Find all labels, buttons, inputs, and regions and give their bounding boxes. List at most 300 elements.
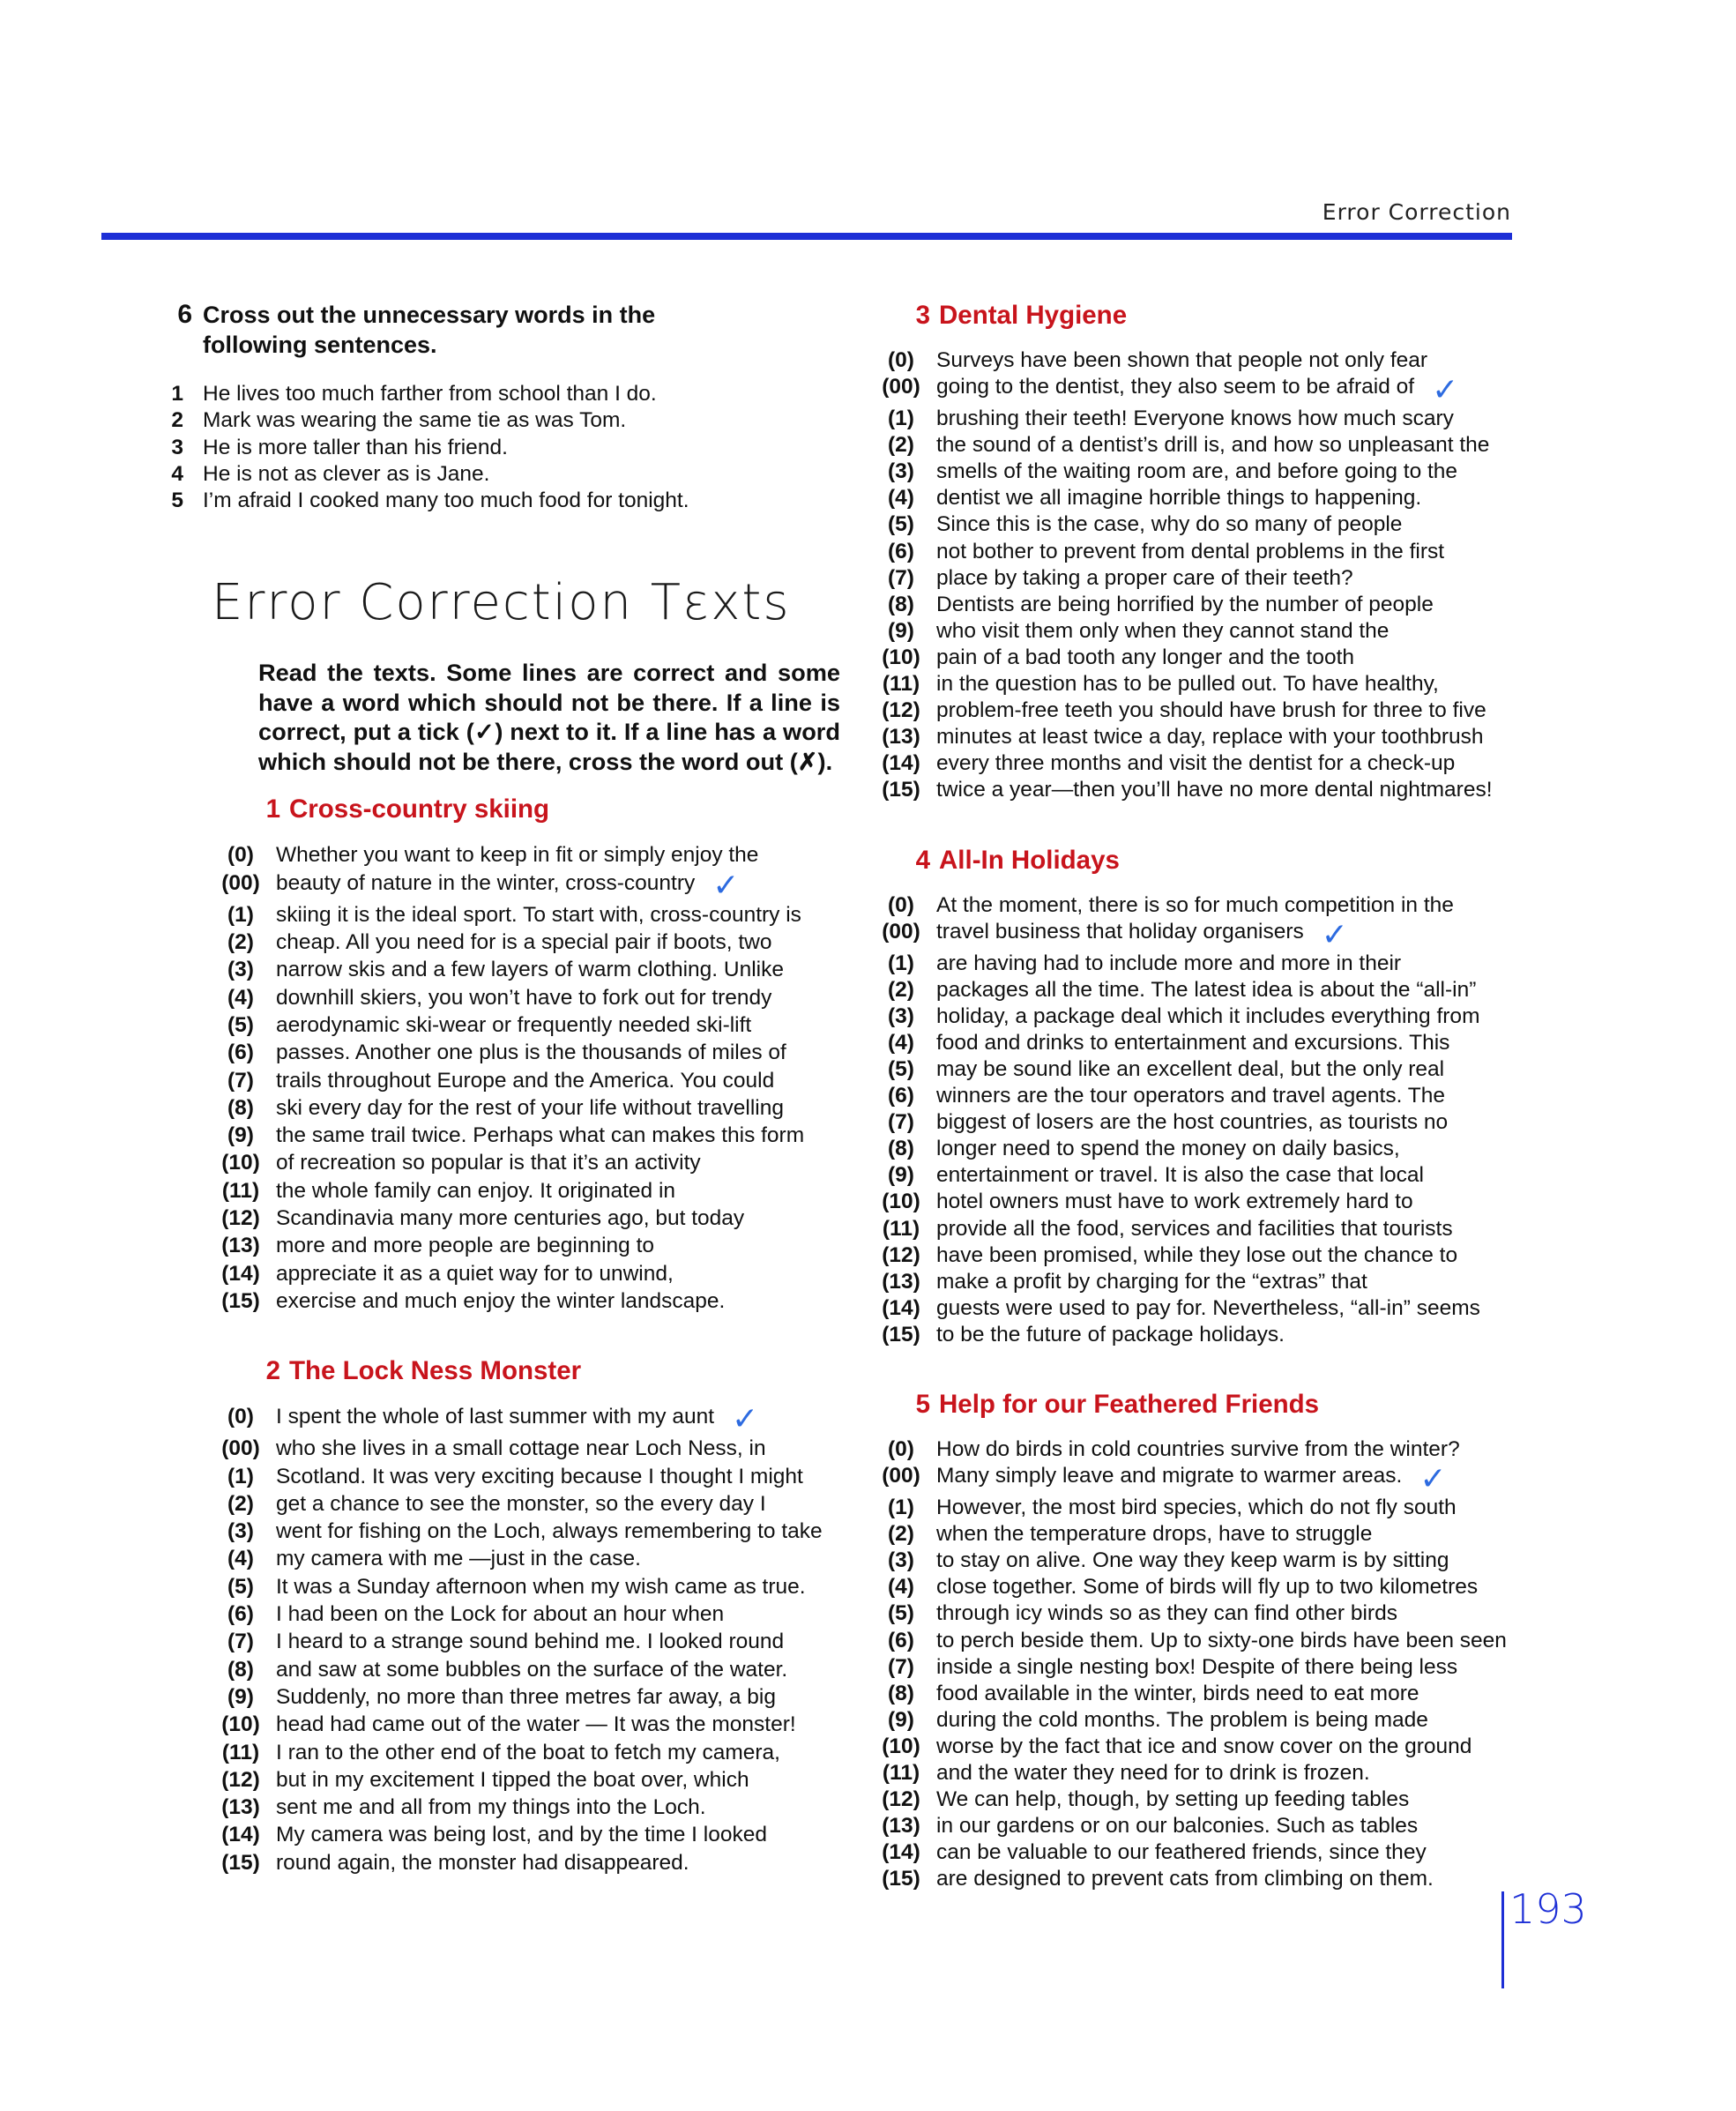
line-number: (5) [227, 1012, 254, 1037]
line-number: (14) [882, 1840, 920, 1865]
text-line [221, 1821, 851, 1848]
line-number: (8) [227, 1657, 254, 1682]
text-line [882, 750, 1508, 777]
text-line [882, 1866, 1508, 1892]
line-text: problem-free teeth you should have brush for three to five [936, 698, 1486, 723]
exercise-title: Cross out the unnecessary words in the following sentences. [203, 302, 656, 358]
line-number: (15) [221, 1288, 260, 1313]
exercise-6-heading [177, 300, 851, 360]
text-line [882, 645, 1508, 671]
line-text: when the temperature drops, have to struggle [936, 1522, 1373, 1547]
tick-mark-icon: ✓ [1419, 1460, 1447, 1497]
text-line [227, 1683, 851, 1711]
text-lines [860, 1436, 1508, 1893]
text-line [221, 1177, 851, 1205]
line-number: (3) [888, 1003, 914, 1028]
line-number: (11) [221, 1178, 260, 1203]
line-number: (6) [227, 1602, 254, 1627]
text-line [882, 915, 1508, 952]
sentence-row [171, 381, 851, 407]
text-line [882, 1787, 1508, 1813]
line-text: Scandinavia many more centuries ago, but today [276, 1206, 745, 1231]
line-text: My camera was being lost, and by the time I looked [276, 1823, 767, 1847]
text-number: 3 [915, 301, 930, 330]
line-text: hotel owners must have to work extremely hard to [936, 1190, 1413, 1214]
text-line [888, 1436, 1508, 1463]
line-text: who she lives in a small cottage near Loch Ness, in [276, 1436, 766, 1461]
line-number: (7) [888, 1654, 914, 1679]
text-block-4 [860, 845, 1508, 1349]
line-text: sent me and all from my things into the Loch. [276, 1795, 706, 1820]
line-text: in the question has to be pulled out. To have healthy, [936, 672, 1439, 697]
text-number: 5 [915, 1390, 930, 1419]
tick-mark-icon: ✓ [1321, 915, 1348, 952]
text-line [221, 1232, 851, 1259]
section-title: Error Correction Tεxts [212, 574, 791, 632]
text-line [882, 1189, 1508, 1215]
sentence-number: 2 [171, 408, 183, 433]
text-title-label: Help for our Feathered Friends [939, 1390, 1320, 1419]
text-number: 4 [915, 845, 930, 875]
sentence-number: 4 [171, 461, 183, 486]
sentence-text: He is more taller than his friend. [203, 435, 508, 459]
text-line [888, 347, 1508, 374]
line-text: in our gardens or on our balconies. Such as tables [936, 1814, 1419, 1839]
page-number: 193 [1509, 1885, 1587, 1933]
line-text: Surveys have been shown that people not only fear [936, 348, 1428, 372]
line-text: How do birds in cold countries survive from the winter? [936, 1437, 1460, 1461]
tick-mark-icon: ✓ [712, 866, 740, 903]
text-line [882, 1460, 1508, 1497]
line-text: appreciate it as a quiet way for to unwind, [276, 1261, 674, 1286]
text-line [882, 1734, 1508, 1760]
line-text: smells of the waiting room are, and before going to the [936, 459, 1458, 484]
line-text: biggest of losers are the host countries, as tourists no [936, 1110, 1449, 1135]
exercise-6-sentences [171, 381, 851, 514]
line-text: who visit them only when they cannot stand the [936, 618, 1390, 643]
line-text: I spent the whole of last summer with my aunt [276, 1405, 715, 1429]
sentence-row [171, 461, 851, 488]
line-text: to perch beside them. Up to sixty-one birds have been seen [936, 1628, 1507, 1652]
text-line [227, 1039, 851, 1066]
line-number: (9) [227, 1123, 254, 1148]
text-line [888, 892, 1508, 919]
text-line [227, 1490, 851, 1518]
line-number: (2) [888, 433, 914, 458]
text-line [888, 1003, 1508, 1030]
text-line [221, 1287, 851, 1315]
line-text: the same trail twice. Perhaps what can makes this form [276, 1123, 805, 1148]
line-text: may be sound like an excellent deal, but the only real [936, 1056, 1445, 1081]
line-number: (9) [888, 1163, 914, 1188]
line-text: We can help, though, by setting up feeding tables [936, 1787, 1410, 1812]
text-line [882, 697, 1508, 724]
sentence-number: 3 [171, 435, 183, 459]
line-text: Dentists are being horrified by the number of people [936, 592, 1434, 616]
sentence-number: 5 [171, 489, 183, 513]
line-text: brushing their teeth! Everyone knows how much scary [936, 407, 1454, 431]
text-line [888, 1162, 1508, 1189]
line-text: passes. Another one plus is the thousands of miles of [276, 1041, 786, 1065]
line-number: (6) [888, 1084, 914, 1108]
line-number: (0) [888, 348, 914, 372]
line-text: are having had to include more and more in their [936, 951, 1402, 975]
text-line [227, 1573, 851, 1600]
left-column [171, 300, 851, 1876]
line-text: dentist we all imagine horrible things to happening. [936, 486, 1422, 511]
text-block-5 [860, 1389, 1508, 1893]
running-head: Error Correction [1322, 199, 1511, 225]
line-number: (5) [888, 1056, 914, 1081]
text-line [227, 1656, 851, 1683]
tick-mark-icon: ✓ [1432, 371, 1459, 408]
text-title [908, 300, 1508, 332]
right-column [860, 300, 1508, 1893]
line-text: provide all the food, services and facilities that tourists [936, 1216, 1453, 1241]
instructions: Read the texts. Some lines are correct and some have a word which should not be there. If a line is correct, put a tick (✓) next to it. If a line has a word which should not be there, cross the word out (✗). [258, 659, 840, 775]
text-line [227, 929, 851, 956]
line-text: guests were used to pay for. Nevertheless, “all-in” seems [936, 1295, 1480, 1320]
line-number: (12) [221, 1206, 260, 1231]
exercise-number: 6 [177, 300, 192, 329]
text-lines [860, 347, 1508, 804]
line-number: (4) [888, 486, 914, 511]
line-number: (4) [227, 1547, 254, 1571]
line-number: (13) [882, 1814, 920, 1839]
line-number: (11) [882, 672, 920, 697]
line-number: (1) [888, 1496, 914, 1520]
text-line [227, 1067, 851, 1094]
text-line [888, 485, 1508, 511]
text-title-label: All-In Holidays [939, 845, 1120, 875]
line-text: worse by the fact that ice and snow cover on the ground [936, 1734, 1472, 1758]
line-number: (7) [888, 1110, 914, 1135]
text-line [882, 1839, 1508, 1866]
line-text: I ran to the other end of the boat to fetch my camera, [276, 1740, 780, 1764]
text-line [888, 592, 1508, 618]
text-line [888, 539, 1508, 565]
text-line [882, 1295, 1508, 1322]
text-line [227, 1094, 851, 1122]
text-line [888, 1109, 1508, 1136]
sentence-row [171, 488, 851, 514]
text-line [882, 724, 1508, 750]
text-line [888, 1707, 1508, 1734]
line-number: (11) [221, 1740, 260, 1764]
line-number: (13) [221, 1234, 260, 1258]
line-number: (12) [882, 1787, 920, 1812]
line-number: (11) [882, 1761, 920, 1786]
line-text: entertainment or travel. It is also the case that local [936, 1163, 1424, 1188]
sentence-text: He lives too much farther from school than I do. [203, 382, 657, 406]
line-number: (1) [888, 407, 914, 431]
line-number: (8) [227, 1095, 254, 1120]
line-text: Scotland. It was very exciting because I thought I might [276, 1464, 803, 1488]
text-line [221, 1794, 851, 1821]
line-number: (10) [221, 1712, 260, 1737]
text-line [888, 1136, 1508, 1162]
line-number: (9) [888, 1707, 914, 1732]
line-number: (8) [888, 592, 914, 616]
text-line [882, 671, 1508, 697]
line-text: head had came out of the water — It was the monster! [276, 1712, 796, 1737]
sentence-text: Mark was wearing the same tie as was Tom. [203, 408, 627, 433]
line-text: make a profit by charging for the “extras” that [936, 1269, 1367, 1294]
text-title-label: Cross-country skiing [289, 794, 550, 824]
sentence-row [171, 435, 851, 461]
text-line [888, 565, 1508, 592]
text-line [888, 1495, 1508, 1521]
line-number: (0) [888, 1437, 914, 1461]
line-number: (00) [882, 1464, 920, 1488]
text-line [888, 951, 1508, 977]
text-line [888, 1083, 1508, 1109]
text-line [888, 977, 1508, 1003]
line-number: (5) [888, 1601, 914, 1626]
text-lines [860, 892, 1508, 1349]
line-text: exercise and much enjoy the winter landscape. [276, 1288, 726, 1313]
line-text: and saw at some bubbles on the surface of the water. [276, 1657, 788, 1682]
line-text: At the moment, there is so for much competition in the [936, 892, 1454, 917]
line-number: (7) [888, 565, 914, 590]
text-line [882, 1216, 1508, 1242]
text-title [908, 1389, 1508, 1421]
line-number: (8) [888, 1137, 914, 1161]
line-text: but in my excitement I tipped the boat over, which [276, 1767, 749, 1792]
text-line [221, 1149, 851, 1176]
header-rule [101, 233, 1512, 240]
text-line [888, 432, 1508, 459]
line-text: went for fishing on the Loch, always remembering to take [276, 1519, 823, 1544]
text-line [888, 1574, 1508, 1600]
line-text: downhill skiers, you won’t have to fork out for trendy [276, 985, 772, 1010]
text-number: 1 [265, 794, 280, 824]
text-line [221, 1766, 851, 1794]
line-number: (4) [227, 985, 254, 1010]
line-text: to stay on alive. One way they keep warm is by sitting [936, 1548, 1449, 1573]
text-line [888, 1654, 1508, 1681]
text-title [258, 794, 851, 825]
line-text: I had been on the Lock for about an hour when [276, 1602, 725, 1627]
line-text: through icy winds so as they can find other birds [936, 1601, 1397, 1626]
line-number: (5) [888, 512, 914, 537]
line-text: longer need to spend the money on daily basics, [936, 1137, 1400, 1161]
text-line [888, 459, 1508, 485]
line-text: beauty of nature in the winter, cross-country [276, 870, 696, 895]
sentence-row [171, 407, 851, 434]
line-text: trails throughout Europe and the America. You could [276, 1068, 775, 1093]
line-text: get a chance to see the monster, so the every day I [276, 1491, 766, 1516]
line-number: (6) [888, 539, 914, 563]
line-number: (10) [882, 1734, 920, 1758]
line-number: (14) [221, 1261, 260, 1286]
line-number: (5) [227, 1574, 254, 1599]
line-text: ski every day for the rest of your life without travelling [276, 1095, 785, 1120]
line-text: Suddenly, no more than three metres far away, a big [276, 1684, 776, 1709]
text-line [888, 1628, 1508, 1654]
line-number: (4) [888, 1575, 914, 1600]
line-number: (6) [888, 1628, 914, 1652]
text-line [882, 1322, 1508, 1348]
line-text: inside a single nesting box! Despite of there being less [936, 1654, 1458, 1679]
line-number: (12) [882, 1242, 920, 1267]
text-line [882, 1760, 1508, 1787]
line-number: (15) [882, 778, 920, 802]
text-line [882, 371, 1508, 408]
line-text: going to the dentist, they also seem to be afraid of [936, 375, 1415, 399]
text-line [221, 1711, 851, 1738]
line-number: (10) [221, 1151, 260, 1175]
line-number: (1) [227, 902, 254, 927]
text-line [227, 1463, 851, 1490]
line-number: (0) [227, 843, 254, 868]
text-line [221, 1435, 851, 1462]
line-text: close together. Some of birds will fly up to two kilometres [936, 1575, 1479, 1600]
line-text: aerodynamic ski-wear or frequently needed ski-lift [276, 1012, 752, 1037]
line-text: round again, the monster had disappeared. [276, 1850, 689, 1875]
page-number-rule [1501, 1891, 1504, 1988]
line-text: winners are the tour operators and travel agents. The [936, 1084, 1445, 1108]
line-number: (2) [227, 930, 254, 955]
line-number: (8) [888, 1681, 914, 1705]
tick-mark-icon: ✓ [732, 1400, 759, 1437]
text-line [227, 984, 851, 1011]
text-line [888, 406, 1508, 432]
text-title [908, 845, 1508, 876]
text-line [221, 1205, 851, 1232]
line-number: (14) [882, 1295, 920, 1320]
text-line [888, 1056, 1508, 1083]
line-text: more and more people are beginning to [276, 1234, 655, 1258]
text-line [227, 1400, 851, 1437]
line-text: minutes at least twice a day, replace with your toothbrush [936, 725, 1484, 750]
line-text: pain of a bad tooth any longer and the tooth [936, 645, 1355, 669]
line-text: Whether you want to keep in fit or simply enjoy the [276, 843, 759, 868]
line-text: my camera with me —just in the case. [276, 1547, 641, 1571]
line-number: (15) [882, 1867, 920, 1891]
text-line [882, 1242, 1508, 1269]
sentence-number: 1 [171, 382, 183, 406]
line-text: cheap. All you need for is a special pair if boots, two [276, 930, 772, 955]
text-line [227, 1122, 851, 1149]
line-text: packages all the time. The latest idea is about the “all-in” [936, 977, 1477, 1002]
line-number: (9) [227, 1684, 254, 1709]
line-text: twice a year—then you’ll have no more dental nightmares! [936, 778, 1493, 802]
text-block-2 [221, 1355, 851, 1876]
line-number: (11) [882, 1216, 920, 1241]
text-line [227, 901, 851, 929]
line-number: (15) [882, 1322, 920, 1346]
text-line [888, 1030, 1508, 1056]
line-number: (00) [882, 375, 920, 399]
line-text: place by taking a proper care of their teeth? [936, 565, 1353, 590]
line-number: (00) [221, 1436, 260, 1461]
text-line [227, 956, 851, 983]
text-lines [221, 1400, 851, 1876]
text-line [882, 777, 1508, 803]
line-text: skiing it is the ideal sport. To start with, cross-country is [276, 902, 801, 927]
line-number: (2) [888, 1522, 914, 1547]
line-number: (00) [221, 870, 260, 895]
text-line [221, 1260, 851, 1287]
text-line [221, 1739, 851, 1766]
text-line [227, 1600, 851, 1628]
line-text: during the cold months. The problem is being made [936, 1707, 1428, 1732]
text-line [888, 1521, 1508, 1548]
text-number: 2 [265, 1356, 280, 1386]
line-text: of recreation so popular is that it’s an activity [276, 1151, 701, 1175]
line-number: (00) [882, 919, 920, 944]
line-number: (0) [227, 1405, 254, 1429]
text-title-label: The Lock Ness Monster [289, 1356, 582, 1386]
text-block-1 [221, 794, 851, 1315]
text-block-3 [860, 300, 1508, 804]
line-text: food available in the winter, birds need to eat more [936, 1681, 1419, 1705]
line-text: to be the future of package holidays. [936, 1322, 1285, 1346]
line-number: (6) [227, 1041, 254, 1065]
line-number: (13) [882, 1269, 920, 1294]
text-line [227, 1518, 851, 1545]
line-number: (3) [888, 459, 914, 484]
text-line [882, 1269, 1508, 1295]
line-number: (12) [882, 698, 920, 723]
text-line [882, 1813, 1508, 1839]
sentence-text: He is not as clever as is Jane. [203, 461, 490, 486]
line-number: (13) [882, 725, 920, 750]
line-text: have been promised, while they lose out the chance to [936, 1242, 1458, 1267]
text-line [227, 841, 851, 869]
text-line [888, 618, 1508, 645]
line-number: (3) [227, 958, 254, 982]
line-text: Many simply leave and migrate to warmer areas. [936, 1464, 1403, 1488]
line-number: (2) [227, 1491, 254, 1516]
line-number: (4) [888, 1030, 914, 1055]
line-text: Since this is the case, why do so many of people [936, 512, 1403, 537]
text-line [221, 1849, 851, 1876]
line-text: every three months and visit the dentist for a check-up [936, 751, 1456, 776]
text-line [227, 1545, 851, 1572]
line-number: (10) [882, 645, 920, 669]
text-line [888, 511, 1508, 538]
line-number: (3) [888, 1548, 914, 1573]
text-line [227, 1628, 851, 1655]
line-number: (3) [227, 1519, 254, 1544]
line-number: (0) [888, 892, 914, 917]
line-text: travel business that holiday organisers [936, 919, 1304, 944]
line-text: holiday, a package deal which it includes everything from [936, 1003, 1480, 1028]
line-number: (12) [221, 1767, 260, 1792]
line-text: I heard to a strange sound behind me. I looked round [276, 1630, 785, 1654]
line-number: (1) [227, 1464, 254, 1488]
line-text: However, the most bird species, which do not fly south [936, 1496, 1457, 1520]
line-number: (7) [227, 1630, 254, 1654]
text-lines [221, 841, 851, 1315]
line-text: It was a Sunday afternoon when my wish came as true. [276, 1574, 806, 1599]
line-number: (14) [882, 751, 920, 776]
line-text: narrow skis and a few layers of warm clothing. Unlike [276, 958, 784, 982]
text-line [221, 866, 851, 903]
sentence-text: I’m afraid I cooked many too much food for tonight. [203, 489, 689, 513]
line-text: the whole family can enjoy. It originated in [276, 1178, 676, 1203]
line-number: (10) [882, 1190, 920, 1214]
line-number: (7) [227, 1068, 254, 1093]
line-text: and the water they need for to drink is frozen. [936, 1761, 1370, 1786]
line-number: (14) [221, 1823, 260, 1847]
text-title [258, 1355, 851, 1387]
line-text: food and drinks to entertainment and excursions. This [936, 1030, 1450, 1055]
text-line [227, 1011, 851, 1039]
text-line [888, 1600, 1508, 1627]
